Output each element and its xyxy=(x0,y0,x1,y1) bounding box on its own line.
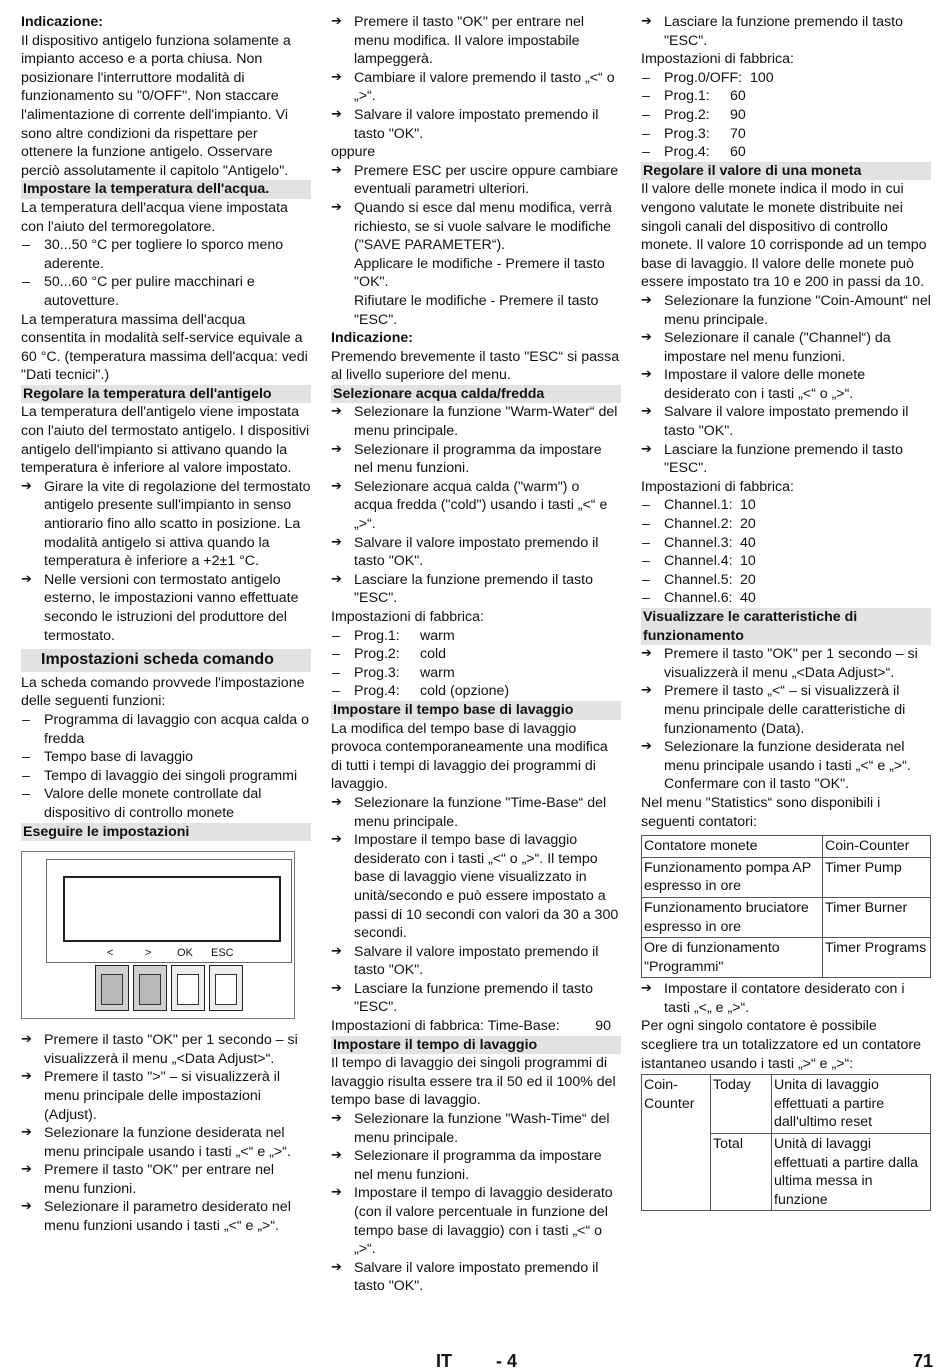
setting-value: 40 xyxy=(740,534,756,551)
step-item: ➔ Impostare il contatore desiderato con i tasti „<„ e „>“. xyxy=(641,980,931,1017)
table-cell: Unita di lavaggio effettuati a partire dall'ultimo reset xyxy=(772,1075,931,1134)
setting-key: – Channel.3: xyxy=(664,534,733,551)
setting-value: 60 xyxy=(730,88,746,105)
table-cell: Timer Burner xyxy=(823,897,931,937)
step-item: ➔ Selezionare la funzione "Coin-Amount“ nel menu principale. xyxy=(641,292,931,329)
left-key xyxy=(95,965,129,1011)
control-panel-figure xyxy=(21,851,295,1019)
paragraph: La temperatura dell'antigelo viene impostata con l'aiuto del termostato antigelo. I dispositivi antigelo dell'impianto si attivano quando la temperatura è inferiore al valore impostato. xyxy=(21,404,310,477)
paragraph: Per ogni singolo contatore è possibile scegliere tra un totalizzatore ed un contatore istantaneo usando i tasti „>“ e „>“: xyxy=(641,1018,921,1072)
factory-setting-row xyxy=(641,87,931,106)
key-label-esc: ESC xyxy=(211,947,234,960)
table-cell: Funzionamento pompa AP espresso in ore xyxy=(642,857,823,897)
list-item: – 50...60 °C per pulire macchinari e autovetture. xyxy=(21,273,311,310)
step-item: ➔ Lasciare la funzione premendo il tasto "ESC". xyxy=(641,441,931,478)
table-cell: Funzionamento bruciatore espresso in ore xyxy=(642,897,823,937)
setting-key: – Prog.3: xyxy=(664,125,710,142)
setting-key: – Channel.6: xyxy=(664,590,733,607)
footer-language: IT xyxy=(436,1351,452,1371)
step-item: ➔ Selezionare il programma da impostare nel menu funzioni. xyxy=(331,1147,621,1184)
ok-key xyxy=(171,965,205,1011)
counters-table xyxy=(641,835,931,978)
setting-value: 40 xyxy=(740,590,756,607)
table-cell: Today xyxy=(711,1075,772,1134)
or-text: oppure xyxy=(331,144,376,161)
factory-setting-row xyxy=(641,534,931,553)
step-item: ➔ Impostare il valore delle monete desiderato con i tasti „<“ o „>“. xyxy=(641,366,931,403)
factory-setting-row xyxy=(331,627,621,646)
table-row xyxy=(642,857,931,897)
heading-coin-value: Regolare il valore di una moneta xyxy=(641,162,931,181)
factory-setting-row xyxy=(641,69,931,88)
reject-changes-text: Rifiutare le modifiche - Premere il tasto "ESC". xyxy=(354,292,599,328)
column-3 xyxy=(641,13,931,1212)
step-item: ➔ Selezionare la funzione "Time-Base“ del menu principale. xyxy=(331,794,621,831)
factory-settings-label: Impostazioni di fabbrica: xyxy=(331,609,484,625)
setting-key: – Prog.0/OFF: xyxy=(664,69,743,86)
key-label-left: < xyxy=(107,947,114,960)
factory-setting-row xyxy=(641,143,931,162)
setting-value: cold (opzione) xyxy=(420,683,510,700)
step-item: ➔ Impostare il tempo base di lavaggio desiderato con i tasti „<“ o „>“. Il tempo base di lavaggio viene visualizzato in unità/secondo e può essere impostato a passi di 10 secondi con valori da 30 a 300 secondi. xyxy=(331,831,621,943)
heading-antifreeze: Regolare la temperatura dell'antigelo xyxy=(21,385,311,404)
lcd-display xyxy=(63,876,281,942)
paragraph: Il tempo di lavaggio dei singoli programmi di lavaggio risulta essere tra il 50 ed il 100% del tempo base di lavaggio. xyxy=(331,1055,616,1109)
step-item: ➔ Quando si esce dal menu modifica, verrà richiesto, se si vuole salvare le modifiche ("SAVE PARAMETER“). xyxy=(331,199,621,255)
table-row xyxy=(642,897,931,937)
list-item: – Valore delle monete controllate dal dispositivo di controllo monete xyxy=(21,785,311,822)
note-title: Indicazione: xyxy=(331,330,413,347)
table-cell: Coin-Counter xyxy=(642,1075,711,1134)
setting-value: warm xyxy=(420,627,455,644)
setting-value: 20 xyxy=(740,571,756,588)
step-item: ➔ Premere il tasto "OK" per entrare nel menu modifica. Il valore impostabile lampeggerà. xyxy=(331,13,621,69)
factory-setting-row xyxy=(641,515,931,534)
table-row xyxy=(642,1075,931,1134)
step-item: ➔ Selezionare acqua calda ("warm") o acqua fredda ("cold") usando i tasti „<“ e „>“. xyxy=(331,478,621,534)
setting-value: 10 xyxy=(740,553,756,570)
setting-value: 70 xyxy=(730,125,746,142)
paragraph: La modifica del tempo base di lavaggio provoca contemporaneamente una modifica di tutti i tempi di lavaggio dei programmi di lavaggio. xyxy=(331,720,608,793)
setting-key: – Prog.3: xyxy=(354,664,400,681)
table-cell: Contatore monete xyxy=(642,836,823,858)
step-item: ➔ Lasciare la funzione premendo il tasto "ESC". xyxy=(331,980,621,1017)
step-item: ➔ Selezionare il programma da impostare nel menu funzioni. xyxy=(331,441,621,478)
heading-water-temperature: Impostare la temperatura dell'acqua. xyxy=(21,180,311,199)
step-item: ➔ Lasciare la funzione premendo il tasto "ESC". xyxy=(331,571,621,608)
heading-board-settings: Impostazioni scheda comando xyxy=(21,649,311,672)
step-item: ➔ Selezionare il canale ("Channel“) da impostare nel menu funzioni. xyxy=(641,329,931,366)
step-item: ➔ Cambiare il valore premendo il tasto „<“ o „>“. xyxy=(331,69,621,106)
table-cell: Timer Pump xyxy=(823,857,931,897)
setting-key: – Prog.2: xyxy=(354,646,400,663)
note-text: Premendo brevemente il tasto "ESC“ si passa al livello superiore del menu. xyxy=(331,348,620,384)
setting-value: 20 xyxy=(740,516,756,533)
factory-setting-row xyxy=(641,552,931,571)
factory-setting-row xyxy=(331,664,621,683)
step-item: ➔ Salvare il valore impostato premendo il tasto "OK". xyxy=(331,106,621,143)
setting-key: – Prog.4: xyxy=(354,683,400,700)
setting-key: – Prog.1: xyxy=(664,88,710,105)
factory-setting-row xyxy=(641,571,931,590)
setting-key: – Prog.4: xyxy=(664,144,710,161)
step-item: ➔ Impostare il tempo di lavaggio desiderato (con il valore percentuale in funzione del tempo base di lavaggio) con i tasti „<“ o „>“. xyxy=(331,1184,621,1258)
time-base-factory-label: Impostazioni di fabbrica: Time-Base: xyxy=(331,1018,560,1035)
step-item: ➔ Salvare il valore impostato premendo il tasto "OK". xyxy=(331,534,621,571)
table-cell: Ore di funzionamento "Programmi" xyxy=(642,938,823,978)
step-item: ➔ Nelle versioni con termostato antigelo esterno, le impostazioni vanno effettuate secondo le istruzioni del produttore del termostato. xyxy=(21,571,311,645)
table-row xyxy=(642,836,931,858)
setting-value: 60 xyxy=(730,144,746,161)
setting-value: cold xyxy=(420,646,447,663)
factory-setting-row xyxy=(641,106,931,125)
footer-section-page: - 4 xyxy=(496,1351,518,1371)
heading-time-base: Impostare il tempo base di lavaggio xyxy=(331,701,621,720)
factory-settings-label: Impostazioni di fabbrica: xyxy=(641,51,794,68)
step-item: ➔ Selezionare il parametro desiderato nel menu funzioni usando i tasti „<“ e „>“. xyxy=(21,1198,311,1235)
paragraph: La scheda comando provvede l'impostazione delle seguenti funzioni: xyxy=(21,674,305,710)
column-1 xyxy=(21,13,311,1236)
key-label-ok: OK xyxy=(177,947,193,960)
step-item: ➔ Salvare il valore impostato premendo il tasto "OK". xyxy=(331,943,621,980)
table-cell: Coin-Counter xyxy=(823,836,931,858)
paragraph: Nel menu "Statistics“ sono disponibili i seguenti contatori: xyxy=(641,794,881,830)
step-item: ➔ Premere il tasto ">" – si visualizzerà il menu principale delle impostazioni (Adjust). xyxy=(21,1068,311,1124)
factory-setting-row xyxy=(331,682,621,701)
table-cell-empty xyxy=(642,1134,711,1211)
setting-value: 10 xyxy=(740,497,756,514)
paragraph: La temperatura dell'acqua viene impostata con l'aiuto del termoregolatore. xyxy=(21,199,288,235)
step-item: ➔ Selezionare la funzione desiderata nel menu principale usando i tasti „<“ e „>“. Confermare con il tasto "OK". xyxy=(641,738,931,794)
setting-key: – Channel.2: xyxy=(664,516,733,533)
factory-setting-row xyxy=(641,589,931,608)
counter-mode-table xyxy=(641,1074,931,1211)
step-item: ➔ Premere il tasto "OK" per 1 secondo – si visualizzerà il menu „<Data Adjust>“. xyxy=(21,1031,311,1068)
column-2 xyxy=(331,13,621,1296)
factory-setting-row xyxy=(331,645,621,664)
step-item: ➔ Premere il tasto „<“ – si visualizzerà il menu principale delle caratteristiche di funzionamento (Data). xyxy=(641,682,931,738)
step-item: ➔ Premere il tasto "OK" per entrare nel menu funzioni. xyxy=(21,1161,311,1198)
apply-changes-text: Applicare le modifiche - Premere il tasto "OK". xyxy=(354,255,605,291)
table-row xyxy=(642,938,931,978)
setting-value: 90 xyxy=(730,106,746,123)
table-row xyxy=(642,1134,931,1211)
setting-key: – Channel.5: xyxy=(664,571,733,588)
heading-wash-time: Impostare il tempo di lavaggio xyxy=(331,1036,621,1055)
setting-key: – Channel.1: xyxy=(664,497,733,514)
list-item: – 30...50 °C per togliere lo sporco meno aderente. xyxy=(21,236,311,273)
setting-key: – Prog.1: xyxy=(354,627,400,644)
factory-setting-row xyxy=(641,125,931,144)
setting-value: 100 xyxy=(750,69,774,86)
note-title: Indicazione: xyxy=(21,14,103,30)
list-item: – Tempo base di lavaggio xyxy=(21,748,311,767)
factory-setting-row xyxy=(641,496,931,515)
table-cell: Timer Programs xyxy=(823,938,931,978)
key-label-right: > xyxy=(145,947,152,960)
step-item: ➔ Selezionare la funzione desiderata nel menu principale usando i tasti „<“ e „>“. xyxy=(21,1124,311,1161)
setting-value: warm xyxy=(420,664,455,681)
step-item: ➔ Salvare il valore impostato premendo il tasto "OK". xyxy=(641,403,931,440)
heading-statistics: Visualizzare le caratteristiche di funzionamento xyxy=(641,608,931,645)
table-cell: Unità di lavaggi effettuati a partire dalla ultima messa in funzione xyxy=(772,1134,931,1211)
step-item: ➔ Lasciare la funzione premendo il tasto "ESC". xyxy=(641,13,931,50)
setting-key: – Prog.2: xyxy=(664,106,710,123)
note-text: Il dispositivo antigelo funziona solamente a impianto acceso e a porta chiusa. Non posizionare l'interruttore modalità di funzionamento su "0/OFF". Non staccare l'alimentazione di corrente dell'impianto. Vi sono altre condizioni da rispettare per ottenere la funzione antigelo. Osservare perciò assolutamente il capitolo "Antigelo". xyxy=(21,32,291,179)
esc-key xyxy=(209,965,243,1011)
step-item: ➔ Premere il tasto "OK" per 1 secondo – si visualizzerà il menu „<Data Adjust>“. xyxy=(641,645,931,682)
heading-perform-settings: Eseguire le impostazioni xyxy=(21,823,311,842)
time-base-factory-value: 90 xyxy=(595,1018,611,1035)
table-cell: Total xyxy=(711,1134,772,1211)
step-item: ➔ Salvare il valore impostato premendo il tasto "OK". xyxy=(331,1259,621,1296)
step-item: ➔ Selezionare la funzione "Wash-Time“ del menu principale. xyxy=(331,1110,621,1147)
paragraph: La temperatura massima dell'acqua consentita in modalità self-service equivale a 60 °C. (temperatura massima dell'acqua: vedi "Dati tecnici".) xyxy=(21,311,308,384)
factory-settings-label: Impostazioni di fabbrica: xyxy=(641,478,794,495)
paragraph: Il valore delle monete indica il modo in cui vengono valutate le monete distribuite nei singoli canali del dispositivo di controllo monete. Il valore 10 corrisponde ad un tempo base di lavaggio. Il valore delle monete può essere impostato tra 10 e 200 in passi da 10. xyxy=(641,181,927,291)
right-key xyxy=(133,965,167,1011)
setting-key: – Channel.4: xyxy=(664,553,733,570)
footer-page-number: 71 xyxy=(913,1351,934,1371)
list-item: – Tempo di lavaggio dei singoli programmi xyxy=(21,767,311,786)
step-item: ➔ Premere ESC per uscire oppure cambiare eventuali parametri ulteriori. xyxy=(331,162,621,199)
step-item: ➔ Selezionare la funzione "Warm-Water“ del menu principale. xyxy=(331,403,621,440)
list-item: – Programma di lavaggio con acqua calda o fredda xyxy=(21,711,311,748)
heading-warm-cold: Selezionare acqua calda/fredda xyxy=(331,385,621,404)
step-item: ➔ Girare la vite di regolazione del termostato antigelo presente sull'impianto in senso antiorario fino allo scatto in posizione. La modalità antigelo si attiva quando la temperatura è inferiore a +2±1 °C. xyxy=(21,478,311,571)
time-base-factory-row xyxy=(331,1017,621,1036)
